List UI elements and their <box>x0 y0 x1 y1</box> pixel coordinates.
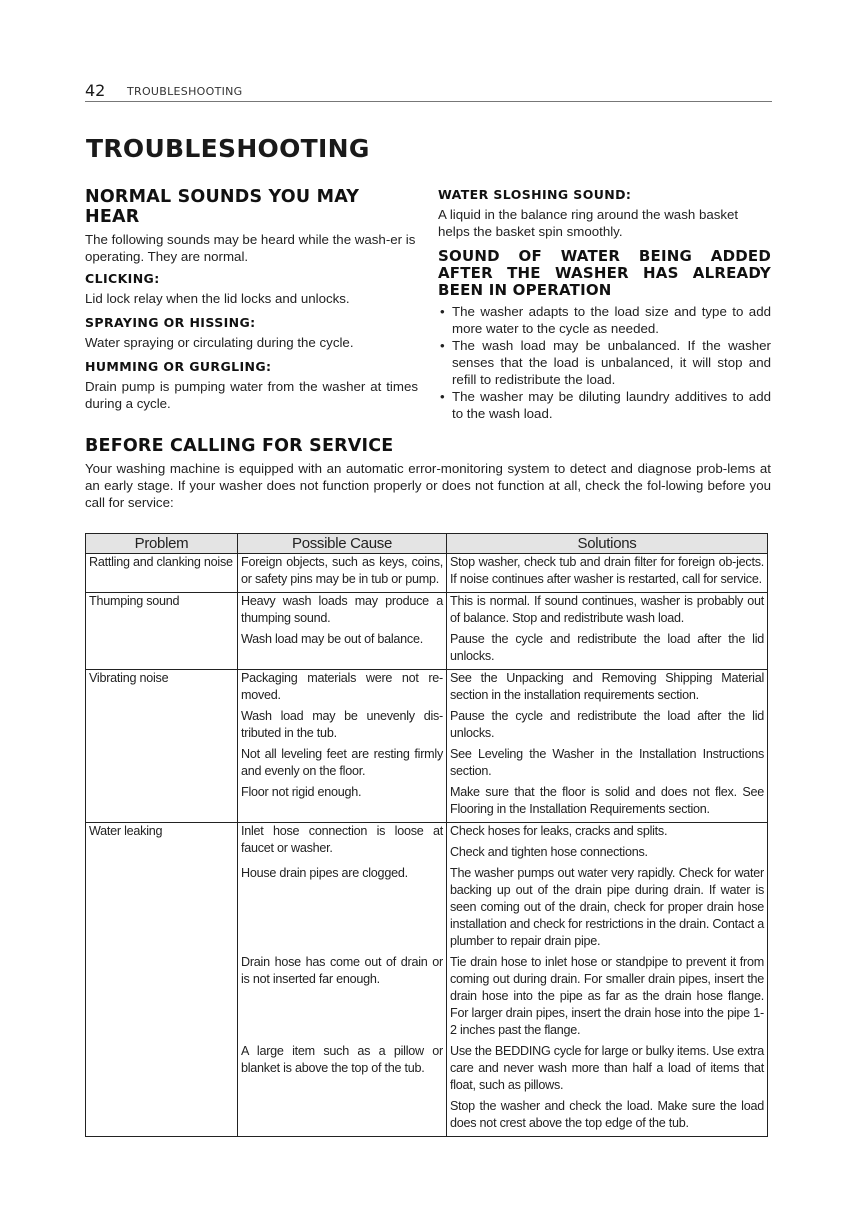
solution-cell <box>447 865 768 954</box>
table-body <box>86 554 768 1137</box>
solution-text: See Leveling the Washer in the Installation Instructions section. <box>450 747 764 778</box>
solution-cell <box>447 593 768 632</box>
solution-text: Stop the washer and check the load. Make sure the load does not crest above the top edge of the tub. <box>450 1099 764 1130</box>
cause-cell: Floor not rigid enough. <box>238 784 447 823</box>
sloshing-text: A liquid in the balance ring around the wash basket helps the basket spin smoothly. <box>438 207 739 239</box>
solution-cell <box>447 954 768 1043</box>
humming-text: Drain pump is pumping water from the washer at times during a cycle. <box>85 379 418 411</box>
before-service-heading: BEFORE CALLING FOR SERVICE <box>85 436 394 456</box>
solution-cell <box>447 631 768 670</box>
normal-sounds-right-column <box>438 187 771 422</box>
humming-heading: HUMMING OR GURGLING: <box>85 359 272 374</box>
table-header-row <box>86 534 768 554</box>
page-header <box>85 81 772 102</box>
cause-cell: Packaging materials were not re-moved. <box>238 670 447 709</box>
solution-cell <box>447 670 768 709</box>
cause-cell: A large item such as a pillow or blanket is above the top of the tub. <box>238 1043 447 1137</box>
column-header-cause: Possible Cause <box>238 534 447 554</box>
solution-cell <box>447 823 768 866</box>
normal-sounds-left-column <box>85 187 418 418</box>
cause-cell: Not all leveling feet are resting firmly and evenly on the floor. <box>238 746 447 784</box>
solution-cell <box>447 708 768 746</box>
spraying-text: Water spraying or circulating during the cycle. <box>85 335 354 350</box>
water-added-heading: SOUND OF WATER BEING ADDED AFTER THE WASHER HAS ALREADY BEEN IN OPERATION <box>438 247 771 299</box>
cause-cell: Drain hose has come out of drain or is not inserted far enough. <box>238 954 447 1043</box>
table-row <box>86 554 768 593</box>
before-service-section <box>85 436 771 511</box>
table-row <box>86 670 768 709</box>
normal-sounds-intro: The following sounds may be heard while the wash-er is operating. They are normal. <box>85 232 416 264</box>
solution-text: Check and tighten hose connections. <box>450 845 648 859</box>
list-item: • The washer adapts to the load size and type to add more water to the cycle as needed. <box>438 303 771 337</box>
solution-text: Use the BEDDING cycle for large or bulky items. Use extra care and never wash more than half a load of items that float, such as pillows. <box>450 1044 764 1092</box>
water-added-list <box>438 303 771 422</box>
solution-cell <box>447 784 768 823</box>
problem-cell: Vibrating noise <box>86 670 238 823</box>
solution-text: See the Unpacking and Removing Shipping Material section in the installation requirements section. <box>450 671 764 702</box>
cause-cell: Wash load may be unevenly dis-tributed in the tub. <box>238 708 447 746</box>
solution-text: Pause the cycle and redistribute the load after the lid unlocks. <box>450 709 764 740</box>
table-row <box>86 593 768 632</box>
problem-cell: Thumping sound <box>86 593 238 670</box>
problem-cell: Rattling and clanking noise <box>86 554 238 593</box>
cause-cell: Heavy wash loads may produce a thumping sound. <box>238 593 447 632</box>
list-item: • The washer may be diluting laundry additives to add to the wash load. <box>438 388 771 422</box>
solution-text: Check hoses for leaks, cracks and splits. <box>450 824 668 838</box>
cause-cell: Inlet hose connection is loose at faucet or washer. <box>238 823 447 866</box>
before-service-intro: Your washing machine is equipped with an automatic error-monitoring system to detect and diagnose prob-lems at an early stage. If your washer does not function properly or does not function at all, check the fol-lowing before you call for service: <box>85 461 771 510</box>
cause-cell: Wash load may be out of balance. <box>238 631 447 670</box>
table-row <box>86 823 768 866</box>
solution-cell <box>447 746 768 784</box>
list-item: • The wash load may be unbalanced. If the washer senses that the load is unbalanced, it will stop and refill to redistribute the load. <box>438 337 771 388</box>
cause-cell: House drain pipes are clogged. <box>238 865 447 954</box>
solution-text: This is normal. If sound continues, washer is probably out of balance. Stop and redistribute wash load. <box>450 594 764 625</box>
solution-text: Pause the cycle and redistribute the load after the lid unlocks. <box>450 632 764 663</box>
clicking-text: Lid lock relay when the lid locks and unlocks. <box>85 291 350 306</box>
page-title: TROUBLESHOOTING <box>86 134 370 163</box>
page-number: 42 <box>85 81 106 100</box>
troubleshooting-table <box>85 533 768 1137</box>
solution-text: The washer pumps out water very rapidly. Check for water backing up out of the drain pipe during drain. If water is seen coming out of the drain, check for proper drain hose installation and check for restrictions in the drain. Contact a plumber to repair drain pipe. <box>450 866 764 948</box>
solution-text: Stop washer, check tub and drain filter for foreign ob-jects. If noise continues after washer is restarted, call for service. <box>450 555 764 586</box>
cause-cell: Foreign objects, such as keys, coins, or safety pins may be in tub or pump. <box>238 554 447 593</box>
solution-text: Tie drain hose to inlet hose or standpipe to prevent it from coming out during drain. For smaller drain pipes, insert the drain hose into the pipe as far as the drain hose flange. For larger drain pipes, insert the drain hose into the pipe 1-2 inches past the flange. <box>450 955 764 1037</box>
column-header-solutions: Solutions <box>447 534 768 554</box>
running-section-title: TROUBLESHOOTING <box>127 85 243 98</box>
clicking-heading: CLICKING: <box>85 271 160 286</box>
normal-sounds-heading: NORMAL SOUNDS YOU MAY HEAR <box>85 187 360 227</box>
sloshing-heading: WATER SLOSHING SOUND: <box>438 187 632 202</box>
solution-text: Make sure that the floor is solid and does not flex. See Flooring in the Installation Requirements section. <box>450 785 764 816</box>
spraying-heading: SPRAYING OR HISSING: <box>85 315 256 330</box>
problem-cell: Water leaking <box>86 823 238 1137</box>
solution-cell <box>447 1043 768 1137</box>
solution-cell <box>447 554 768 593</box>
column-header-problem: Problem <box>86 534 238 554</box>
